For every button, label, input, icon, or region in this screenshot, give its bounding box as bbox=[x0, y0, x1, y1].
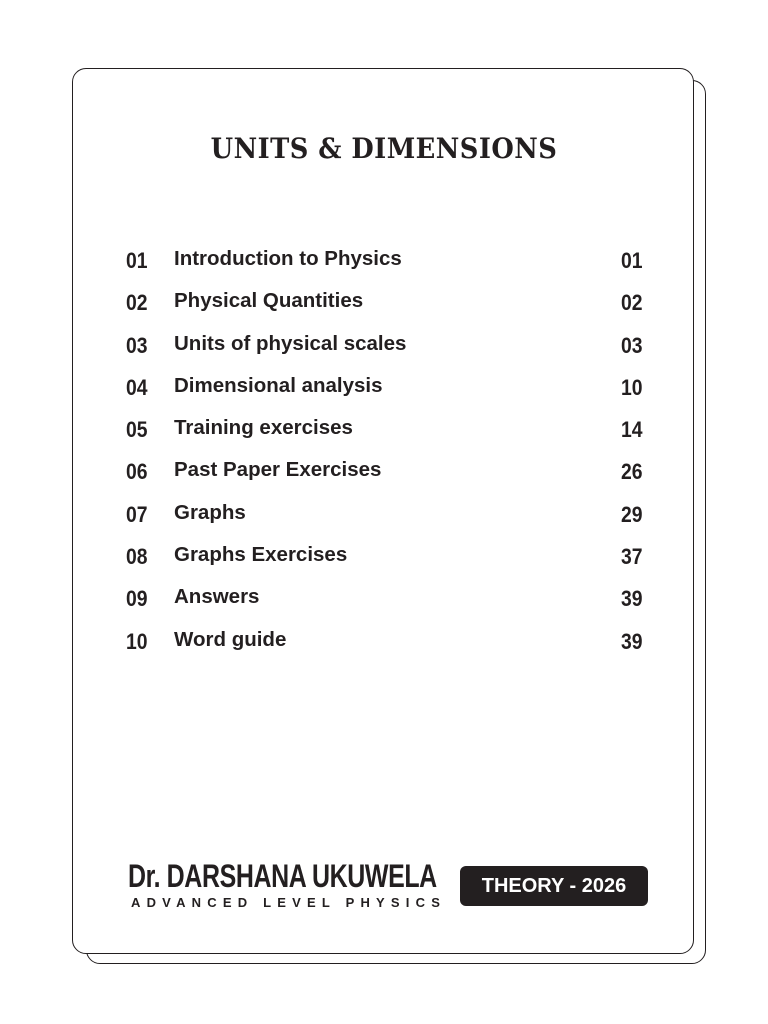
toc-row bbox=[126, 286, 642, 328]
toc-page-number: 39 bbox=[620, 586, 642, 612]
toc-page-number: 29 bbox=[620, 501, 642, 527]
author-name: Dr. DARSHANA UKUWELA bbox=[128, 858, 437, 894]
toc-number: 04 bbox=[126, 374, 148, 400]
toc-page-number: 37 bbox=[620, 544, 642, 570]
page-title: UNITS & DIMENSIONS bbox=[210, 132, 558, 165]
theory-badge: THEORY - 2026 bbox=[460, 866, 648, 906]
author-subtitle: ADVANCED LEVEL PHYSICS bbox=[131, 895, 447, 910]
toc-number: 09 bbox=[126, 586, 148, 612]
toc-number: 06 bbox=[126, 459, 148, 485]
toc-label: Answers bbox=[174, 585, 260, 609]
toc-page-number: 14 bbox=[620, 417, 642, 443]
toc-number: 02 bbox=[126, 290, 148, 316]
toc-page-number: 39 bbox=[620, 628, 642, 654]
toc-page-number: 10 bbox=[620, 374, 642, 400]
toc-label: Word guide bbox=[174, 627, 287, 651]
toc-row bbox=[126, 625, 642, 667]
toc-label: Graphs bbox=[174, 500, 246, 524]
toc-label: Physical Quantities bbox=[174, 289, 364, 313]
toc-number: 08 bbox=[126, 544, 148, 570]
toc-number: 07 bbox=[126, 501, 148, 527]
table-of-contents bbox=[126, 244, 642, 667]
toc-label: Units of physical scales bbox=[174, 331, 407, 355]
toc-label: Graphs Exercises bbox=[174, 543, 348, 567]
toc-page-number: 02 bbox=[620, 290, 642, 316]
toc-row bbox=[126, 329, 642, 371]
toc-page-number: 26 bbox=[620, 459, 642, 485]
toc-page-number: 01 bbox=[620, 248, 642, 273]
toc-label: Training exercises bbox=[174, 416, 353, 440]
toc-row bbox=[126, 371, 642, 413]
toc-page-number: 03 bbox=[620, 332, 642, 358]
toc-number: 10 bbox=[126, 628, 148, 654]
toc-row bbox=[126, 582, 642, 624]
toc-number: 01 bbox=[126, 248, 148, 273]
toc-number: 05 bbox=[126, 417, 148, 443]
toc-number: 03 bbox=[126, 332, 148, 358]
toc-row bbox=[126, 413, 642, 455]
toc-label: Past Paper Exercises bbox=[174, 458, 382, 482]
toc-label: Introduction to Physics bbox=[174, 247, 402, 270]
toc-row bbox=[126, 455, 642, 497]
toc-label: Dimensional analysis bbox=[174, 373, 383, 397]
toc-row bbox=[126, 498, 642, 540]
toc-row bbox=[126, 540, 642, 582]
toc-row bbox=[126, 244, 642, 286]
